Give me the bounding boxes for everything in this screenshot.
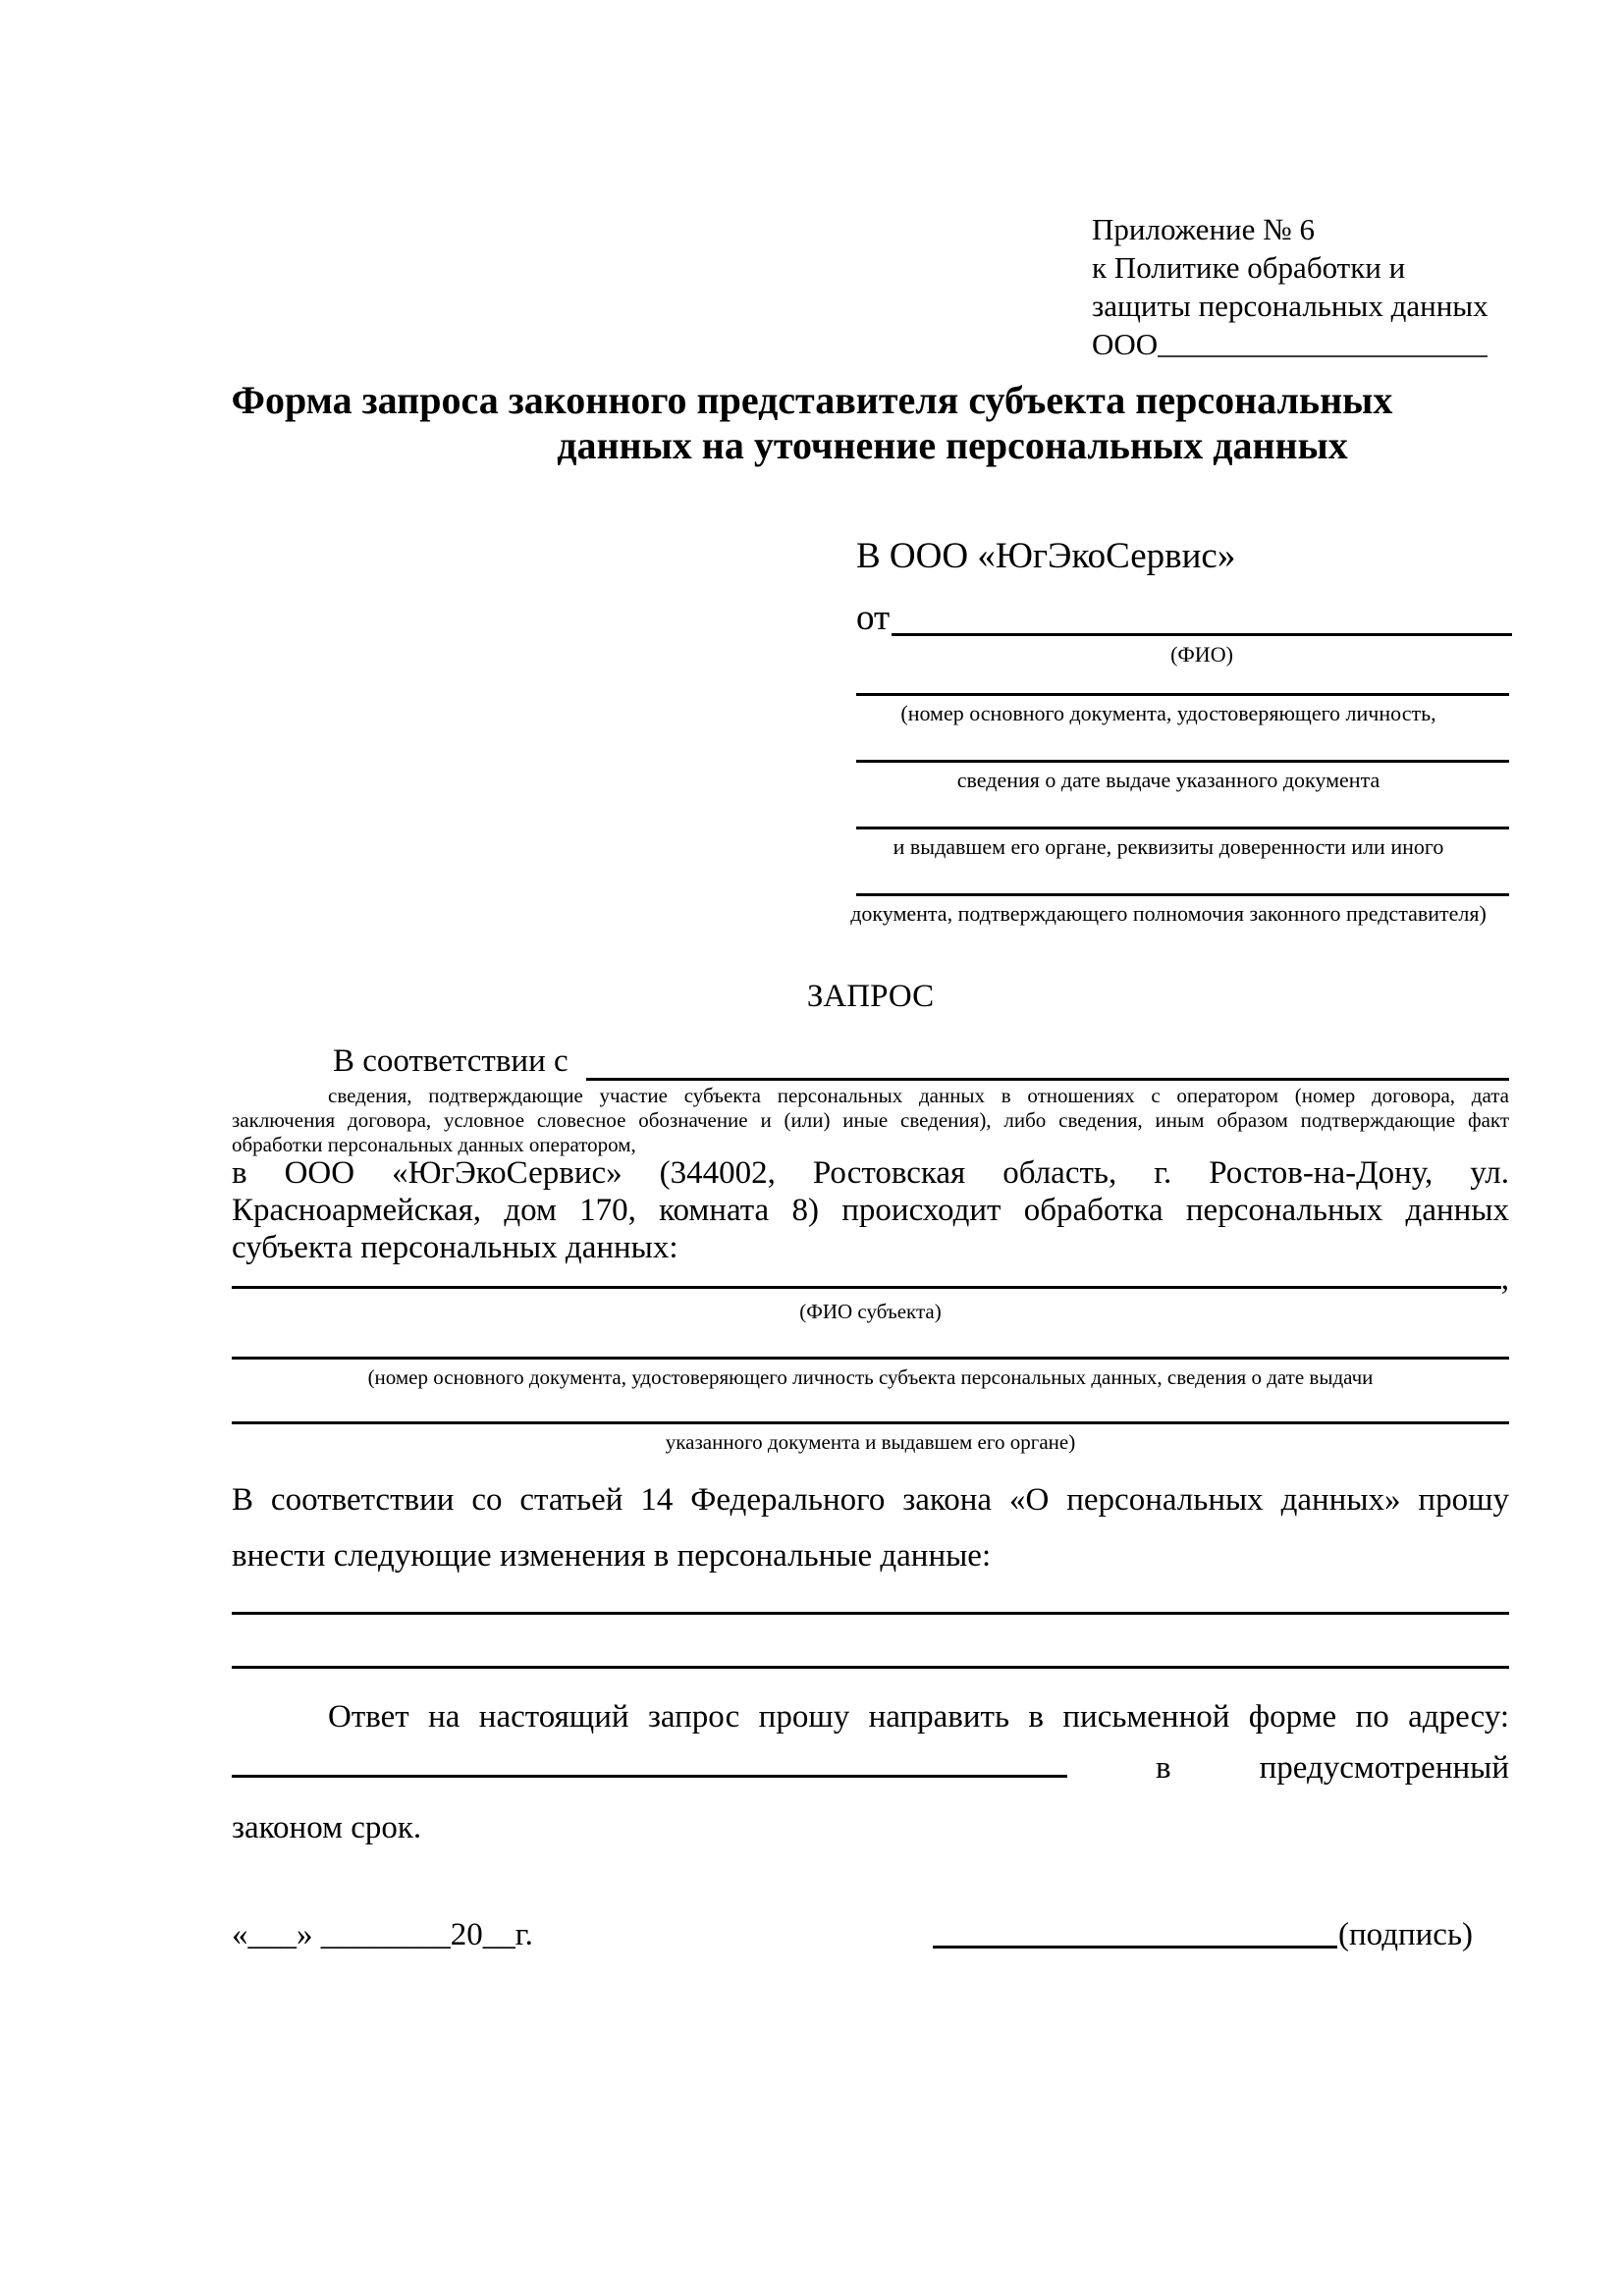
- appendix-block: [1092, 210, 1514, 363]
- appendix-company-blank-line: [1158, 330, 1488, 357]
- article-line-1: В соответствии со статьей 14 Федерального закона «О персональных данных» прошу: [232, 1482, 1509, 1518]
- from-fio-blank-line: [892, 633, 1512, 636]
- subject-doc-caption-2: указанного документа и выдавшем его органе): [665, 1430, 1076, 1454]
- representative-doc-caption-1: (номер основного документа, удостоверяющего личность,: [900, 701, 1436, 725]
- subject-fio-blank-line: [232, 1256, 1501, 1289]
- representative-doc-blank-line-1: [856, 693, 1509, 696]
- representative-doc-blank-line-2: [856, 760, 1509, 763]
- subject-doc-blank-line-2: [232, 1421, 1509, 1424]
- request-heading: ЗАПРОС: [806, 979, 935, 1014]
- form-title-line-2: данных на уточнение персональных данных: [557, 423, 1348, 467]
- appendix-line-3: защиты персональных данных: [1092, 289, 1489, 323]
- response-address-row: [232, 1745, 1509, 1787]
- response-word-predusmotrenny: предусмотренный: [1259, 1750, 1509, 1786]
- signature-blank-line: [933, 1946, 1337, 1949]
- basis-caption-paragraph: [232, 1084, 1509, 1157]
- form-title-line-1: Форма запроса законного представителя субъекта персональных: [231, 378, 1393, 422]
- address-blank-line: [232, 1745, 1067, 1778]
- appendix-company-prefix: ООО: [1092, 327, 1159, 361]
- subject-fio-comma: ,: [1500, 1261, 1509, 1297]
- basis-caption-line-2: заключения договора, условное словесное обозначение и (или) иные сведения), либо сведения, иным образом подтверждающие факт: [232, 1108, 1509, 1132]
- changes-blank-line-2: [232, 1666, 1509, 1669]
- subject-doc-blank-line-1: [232, 1357, 1509, 1360]
- representative-doc-blank-line-4: [856, 893, 1509, 896]
- addressee-organization: В ООО «ЮгЭкоСервис»: [856, 536, 1236, 576]
- appendix-company-line: [1092, 325, 1514, 363]
- basis-label: В соответствии с: [333, 1043, 568, 1079]
- representative-doc-blank-line-3: [856, 827, 1509, 829]
- from-fio-caption: (ФИО): [1170, 642, 1233, 667]
- from-label: от: [856, 598, 891, 638]
- operator-line-3: субъекта персональных данных:: [232, 1230, 678, 1265]
- article-line-2: внести следующие изменения в персональные данные:: [232, 1538, 992, 1574]
- changes-blank-line-1: [232, 1612, 1509, 1615]
- appendix-line-2: к Политике обработки и: [1092, 250, 1406, 285]
- operator-line-2: Красноармейская, дом 170, комната 8) происходит обработка персональных данных: [232, 1193, 1509, 1228]
- representative-doc-caption-3: и выдавшем его органе, реквизиты доверенности или иного: [893, 834, 1444, 859]
- subject-fio-caption: (ФИО субъекта): [799, 1300, 942, 1323]
- response-word-v: в: [1156, 1750, 1171, 1786]
- appendix-line-1: Приложение № 6: [1092, 212, 1315, 246]
- representative-doc-caption-2: сведения о дате выдаче указанного документа: [956, 768, 1380, 792]
- subject-fio-row: [232, 1256, 1509, 1298]
- response-line-1: Ответ на настоящий запрос прошу направить в письменной форме по адресу:: [328, 1699, 1509, 1735]
- basis-caption-line-3: обработки персональных данных оператором,: [232, 1133, 636, 1156]
- basis-caption-line-1: сведения, подтверждающие участие субъекта персональных данных в отношениях с оператором (номер договора, дата: [328, 1084, 1509, 1107]
- subject-doc-caption-1: (номер основного документа, удостоверяющего личность субъекта персональных данных, сведения о дате выдачи: [367, 1365, 1374, 1389]
- signature-caption: (подпись): [1338, 1917, 1473, 1952]
- response-line-3: законом срок.: [232, 1810, 422, 1845]
- operator-paragraph: [232, 1154, 1509, 1266]
- article-paragraph: [232, 1472, 1509, 1584]
- date-blank: «___» ________20__г.: [232, 1917, 533, 1952]
- representative-doc-caption-4: документа, подтверждающего полномочия законного представителя): [850, 901, 1487, 926]
- operator-line-1: в ООО «ЮгЭкоСервис» (344002, Ростовская область, г. Ростов-на-Дону, ул.: [232, 1155, 1509, 1191]
- basis-blank-line: [586, 1078, 1509, 1081]
